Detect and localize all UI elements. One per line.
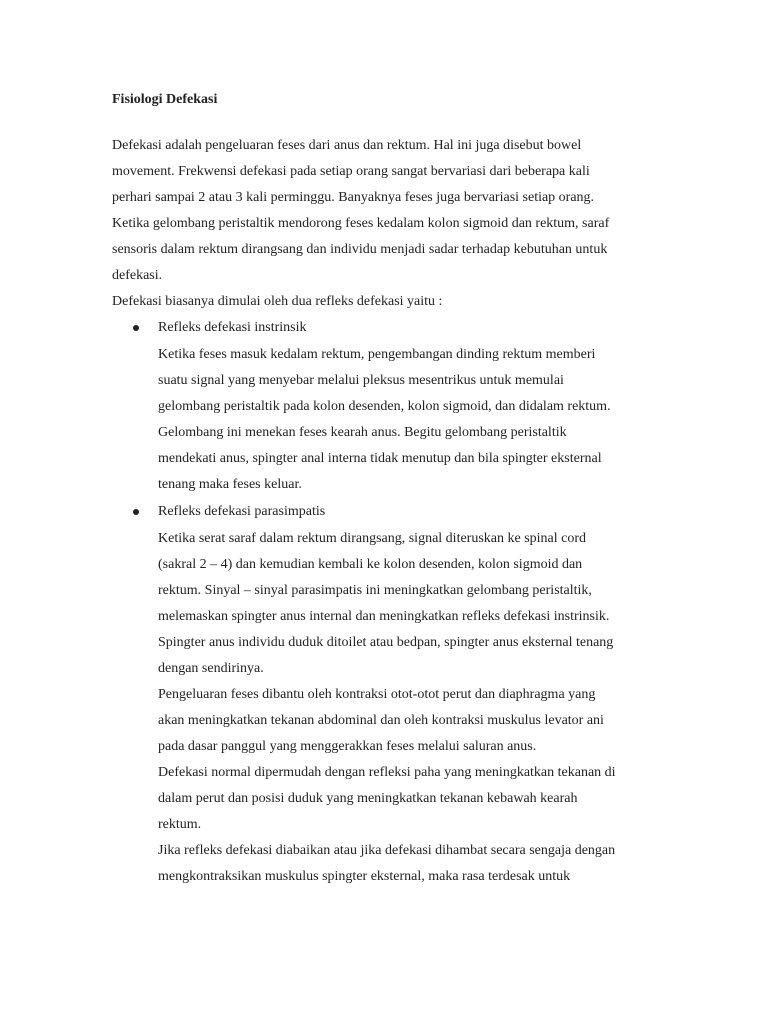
page-title: Fisiologi Defekasi xyxy=(112,92,218,107)
list-item-line: tenang maka feses keluar. xyxy=(158,477,302,492)
list-item-line: mengkontraksikan muskulus spingter eksternal, maka rasa terdesak untuk xyxy=(158,869,571,884)
list-item-line: melemaskan spingter anus internal dan meningkatkan refleks defekasi instrinsik. xyxy=(158,609,610,624)
paragraph-line: defekasi. xyxy=(112,268,163,283)
paragraph-line: movement. Frekwensi defekasi pada setiap orang sangat bervariasi dari beberapa kali xyxy=(112,164,590,179)
list-item-line: akan meningkatkan tekanan abdominal dan oleh kontraksi muskulus levator ani xyxy=(158,713,604,728)
list-item-line: pada dasar panggul yang menggerakkan feses melalui saluran anus. xyxy=(158,739,537,754)
bullet-icon xyxy=(133,509,139,515)
list-item-line: (sakral 2 – 4) dan kemudian kembali ke kolon desenden, kolon sigmoid dan xyxy=(158,557,583,572)
list-item-line: rektum. xyxy=(158,817,202,832)
list-item-line: rektum. Sinyal – sinyal parasimpatis ini meningkatkan gelombang peristaltik, xyxy=(158,583,592,598)
list-item-heading: Refleks defekasi parasimpatis xyxy=(158,504,326,519)
list-item-line: suatu signal yang menyebar melalui pleksus mesentrikus untuk memulai xyxy=(158,373,564,388)
list-item-line: gelombang peristaltik pada kolon desenden, kolon sigmoid, dan didalam rektum. xyxy=(158,399,611,414)
list-item-line: dengan sendirinya. xyxy=(158,661,264,676)
list-item-heading: Refleks defekasi instrinsik xyxy=(158,320,307,335)
list-item-line: Gelombang ini menekan feses kearah anus. Begitu gelombang peristaltik xyxy=(158,425,567,440)
list-item-line: Ketika feses masuk kedalam rektum, pengembangan dinding rektum memberi xyxy=(158,347,596,362)
list-item-line: mendekati anus, spingter anal interna tidak menutup dan bila spingter eksternal xyxy=(158,451,602,466)
list-item-line: Pengeluaran feses dibantu oleh kontraksi otot-otot perut dan diaphragma yang xyxy=(158,687,596,702)
list-item-line: Defekasi normal dipermudah dengan refleksi paha yang meningkatkan tekanan di xyxy=(158,765,616,780)
paragraph-line: sensoris dalam rektum dirangsang dan individu menjadi sadar terhadap kebutuhan untuk xyxy=(112,242,608,257)
list-item-line: dalam perut dan posisi duduk yang meningkatkan tekanan kebawah kearah xyxy=(158,791,578,806)
paragraph-line: perhari sampai 2 atau 3 kali perminggu. Banyaknya feses juga bervariasi setiap orang. xyxy=(112,190,595,205)
bullet-icon xyxy=(133,325,139,331)
list-item-line: Spingter anus individu duduk ditoilet atau bedpan, spingter anus eksternal tenang xyxy=(158,635,614,650)
lead-line: Defekasi biasanya dimulai oleh dua refleks defekasi yaitu : xyxy=(112,294,443,309)
list-item-line: Ketika serat saraf dalam rektum dirangsang, signal diteruskan ke spinal cord xyxy=(158,531,587,546)
paragraph-line: Defekasi adalah pengeluaran feses dari anus dan rektum. Hal ini juga disebut bowel xyxy=(112,138,582,153)
paragraph-line: Ketika gelombang peristaltik mendorong feses kedalam kolon sigmoid dan rektum, saraf xyxy=(112,216,610,231)
list-item-line: Jika refleks defekasi diabaikan atau jika defekasi dihambat secara sengaja dengan xyxy=(158,843,616,858)
